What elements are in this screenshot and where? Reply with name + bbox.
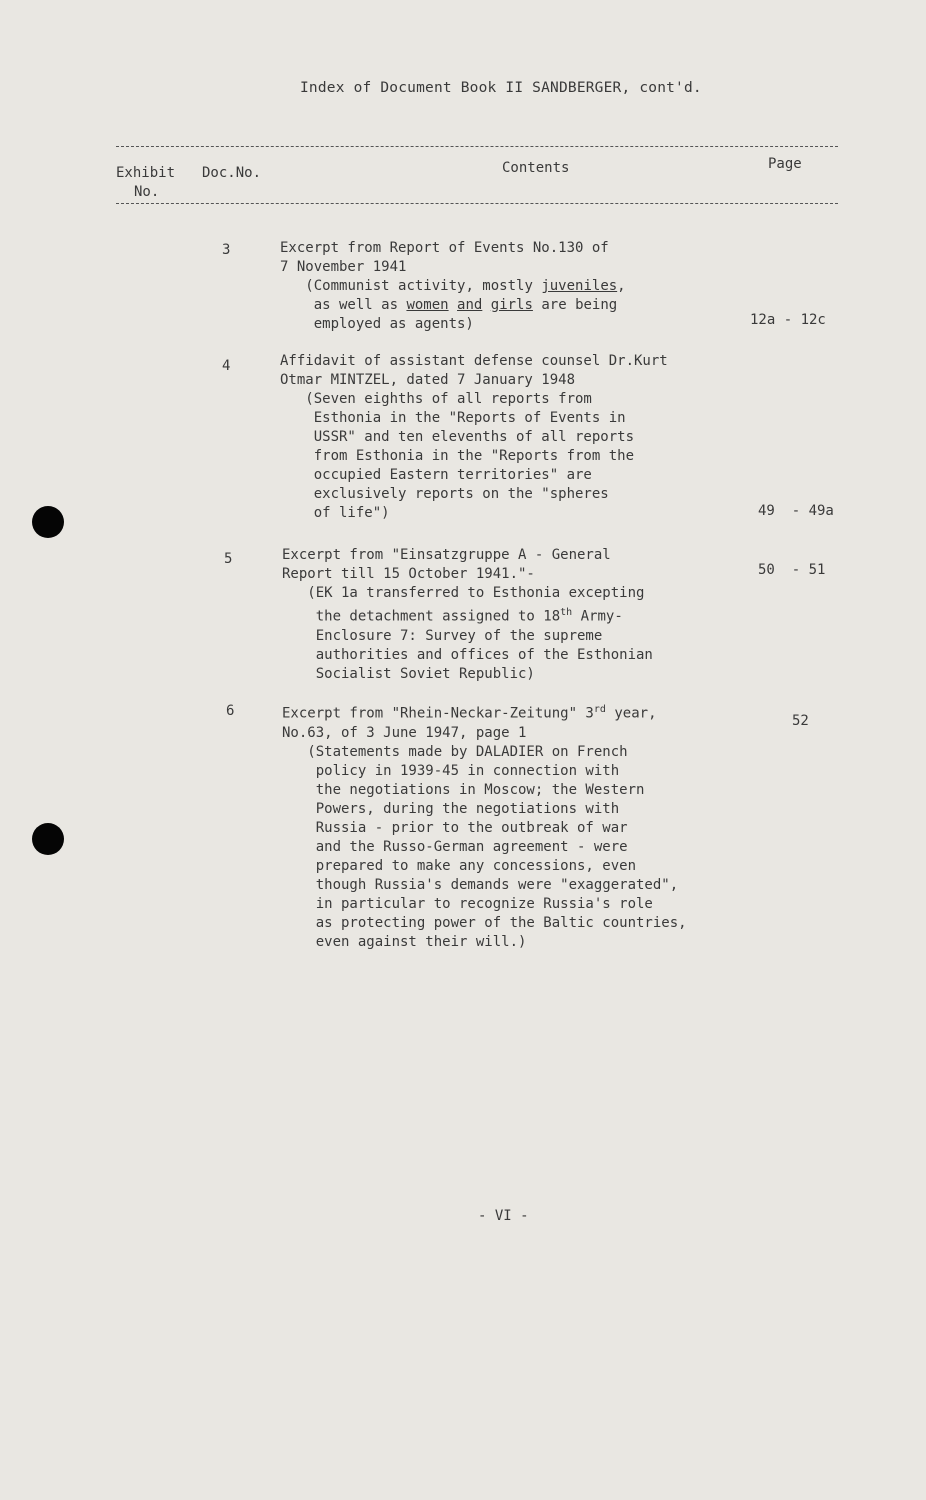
header-rule [116,203,838,204]
entry-text: Excerpt from "Rhein-Neckar-Zeitung" 3rd year, No.63, of 3 June 1947, page 1 (Statements made by DALADIER on French policy in 1939-45 in connection with the negotiations in Moscow; the Western Powers, during the negotiations with Russia - prior to the outbreak of war and the Russo-German agreement - were prepared to make any concessions, even though Russia's demands were "exaggerated", in particular to recognize Russia's role as protecting power of the Baltic countries, even against their will.) [282,704,687,950]
header-exhibit-no: No. [134,184,160,200]
entry-note-line: as well as women and girls are being [313,297,618,313]
entry-text: Excerpt from "Einsatzgruppe A - General Report till 15 October 1941."- (EK 1a transferred to Esthonia excepting the detachment assigned to 18th Army- Enclosure 7: Survey of the supreme authorities and offices of the Esthonian Socialist Soviet Republic) [282,547,653,682]
entry-note-line: (Communist activity, mostly juveniles, [305,278,626,294]
doc-number: 3 [222,242,231,258]
page-reference: 49 - 49a [758,503,834,519]
entry-text [280,239,626,334]
entry-note-line: employed as agents) [313,316,474,332]
page-title: Index of Document Book II SANDBERGER, cont'd. [300,80,702,96]
doc-number: 6 [226,703,235,719]
punch-hole [32,506,64,538]
page-reference: 52 [792,713,809,729]
doc-number: 5 [224,551,233,567]
header-exhibit: Exhibit [116,165,176,181]
entry-text: Affidavit of assistant defense counsel Dr.Kurt Otmar MINTZEL, dated 7 January 1948 (Seven eighths of all reports from Esthonia in the "Reports of Events in USSR" and ten elevenths of all reports from Esthonia in the "Reports from the occupied Eastern territories" are exclusively reports on the "spheres of life") [280,353,668,521]
header-contents: Contents [502,160,570,176]
page-footer: - VI - [478,1208,529,1224]
doc-number: 4 [222,358,231,374]
header-page: Page [768,156,802,172]
page-reference: 50 - 51 [758,562,826,578]
page-reference: 12a - 12c [750,312,826,328]
entry-title-line: 7 November 1941 [280,259,407,275]
header-doc-no: Doc.No. [202,165,262,181]
top-rule [116,146,838,147]
entry-title-line: Excerpt from Report of Events No.130 of [280,240,609,256]
punch-hole [32,823,64,855]
